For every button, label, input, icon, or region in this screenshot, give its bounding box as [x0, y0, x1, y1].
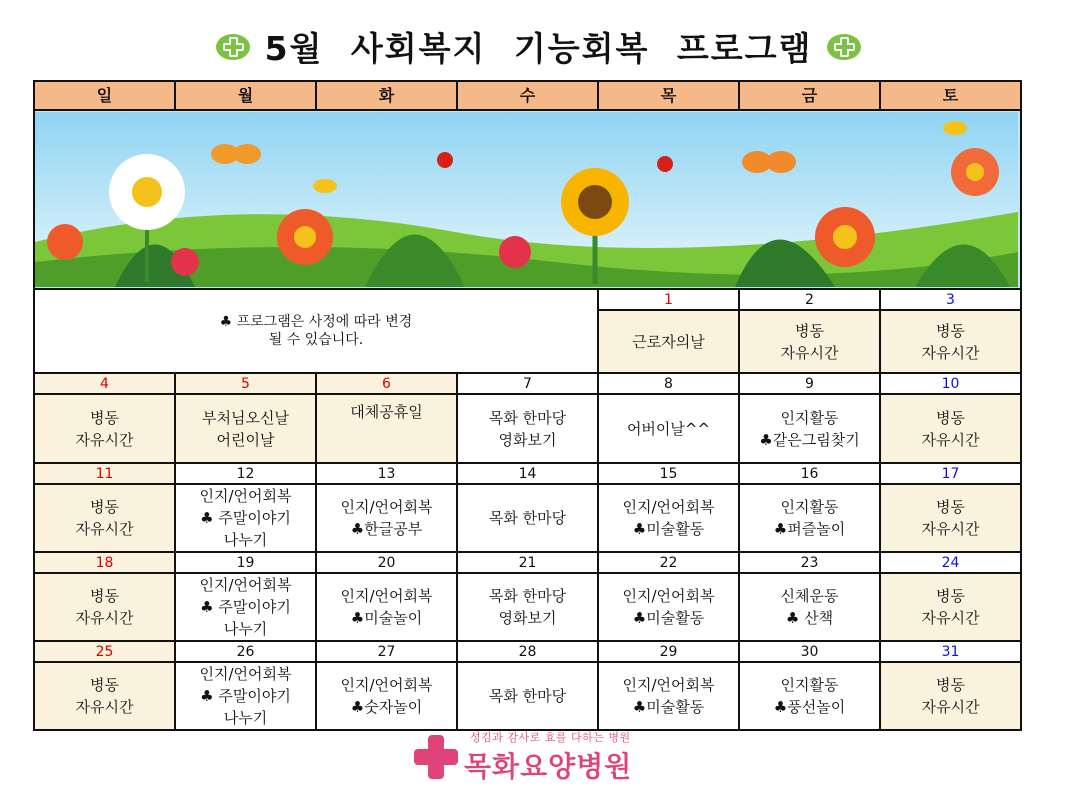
green-cross-icon: [215, 31, 251, 61]
event-cell: [457, 662, 598, 730]
event-text: 병동 자유시간: [921, 676, 980, 716]
event-cell: [175, 662, 316, 730]
event-text: 인지활동 ♣같은그림찾기: [759, 408, 860, 449]
date-cell: 15: [598, 463, 739, 484]
event-cell: [880, 394, 1021, 463]
event-text: 인지/언어회복 ♣미술활동: [622, 498, 715, 538]
event-cell: [457, 484, 598, 552]
calendar-table: [33, 80, 1022, 731]
event-text: 신체운동 ♣ 산책: [780, 587, 839, 627]
event-text: 어버이날^^: [626, 419, 711, 438]
event-text: 인지/언어회복 ♣ 주말이야기 나누기: [199, 665, 292, 727]
event-cell: [316, 484, 457, 552]
date-cell: 19: [175, 552, 316, 573]
date-cell: 18: [34, 552, 175, 573]
event-text: 병동 자유시간: [921, 587, 980, 627]
event-cell: [598, 573, 739, 641]
date-cell: 30: [739, 641, 880, 662]
weekday-header: 목: [598, 81, 739, 110]
date-cell: 26: [175, 641, 316, 662]
event-row: [34, 484, 1021, 552]
weekday-header: 화: [316, 81, 457, 110]
date-row: [34, 641, 1021, 662]
date-cell: 4: [34, 373, 175, 394]
event-cell: [175, 394, 316, 463]
event-cell: [175, 573, 316, 641]
date-cell: 23: [739, 552, 880, 573]
event-text: 병동 자유시간: [75, 587, 134, 627]
event-cell: [739, 484, 880, 552]
event-text: 병동 자유시간: [921, 408, 980, 449]
event-cell: [316, 394, 457, 463]
event-text: 병동 자유시간: [921, 498, 980, 538]
spring-flowers-banner: [34, 110, 1021, 289]
event-text: 인지/언어회복 ♣ 주말이야기 나누기: [199, 576, 292, 638]
notice-cell: [34, 289, 598, 373]
logo-tagline: 성김과 감사로 효를 다하는 병원: [470, 731, 631, 744]
event-text: 인지/언어회복 ♣한글공부: [340, 498, 433, 538]
date-cell: 2: [739, 289, 880, 310]
event-text: 부처님오신날 어린이날: [202, 408, 289, 449]
event-text: 병동 자유시간: [75, 408, 134, 449]
date-cell: 9: [739, 373, 880, 394]
date-row: [34, 289, 1021, 310]
event-text: 근로자의날: [632, 332, 705, 351]
hospital-logo: [412, 723, 644, 783]
event-text: 인지/언어회복 ♣미술활동: [622, 587, 715, 627]
date-cell: 16: [739, 463, 880, 484]
event-text: 인지/언어회복 ♣ 주말이야기 나누기: [199, 487, 292, 549]
date-cell: 31: [880, 641, 1021, 662]
green-cross-icon: [826, 31, 862, 61]
weekday-header: 금: [739, 81, 880, 110]
date-row: [34, 552, 1021, 573]
date-cell: 25: [34, 641, 175, 662]
weekday-header-row: [34, 81, 1021, 110]
weekday-header: 일: [34, 81, 175, 110]
date-cell: 21: [457, 552, 598, 573]
event-row: [34, 662, 1021, 730]
event-cell: [457, 394, 598, 463]
event-cell: [34, 662, 175, 730]
event-cell: [598, 394, 739, 463]
event-cell: [880, 573, 1021, 641]
date-cell: 5: [175, 373, 316, 394]
event-text: 병동 자유시간: [780, 321, 839, 362]
weekday-header: 월: [175, 81, 316, 110]
event-cell: [598, 310, 739, 373]
event-cell: [739, 662, 880, 730]
date-row: [34, 463, 1021, 484]
weekday-header: 토: [880, 81, 1021, 110]
event-cell: [316, 662, 457, 730]
event-row: [34, 394, 1021, 463]
date-cell: 6: [316, 373, 457, 394]
date-cell: 10: [880, 373, 1021, 394]
event-text: 목화 한마당: [488, 509, 567, 527]
event-text: 병동 자유시간: [921, 321, 980, 362]
date-cell: 20: [316, 552, 457, 573]
event-text: 인지/언어회복 ♣미술놀이: [340, 587, 433, 627]
event-cell: [739, 394, 880, 463]
event-text: 목화 한마당: [488, 687, 567, 705]
event-text: 병동 자유시간: [75, 498, 134, 538]
event-row: [34, 573, 1021, 641]
date-cell: 14: [457, 463, 598, 484]
page-title: 5월 사회복지 기능회복 프로그램: [264, 28, 813, 68]
event-cell: [739, 310, 880, 373]
event-cell: [739, 573, 880, 641]
event-text: 목화 한마당 영화보기: [488, 408, 567, 449]
event-cell: [175, 484, 316, 552]
date-cell: 13: [316, 463, 457, 484]
date-cell: 27: [316, 641, 457, 662]
flower-illustration: [35, 112, 1018, 287]
date-cell: 29: [598, 641, 739, 662]
event-text: 인지/언어회복 ♣숫자놀이: [340, 676, 433, 716]
event-cell: [34, 484, 175, 552]
pink-cross-icon: [412, 733, 460, 781]
date-cell: 1: [598, 289, 739, 310]
event-text: 인지활동 ♣풍선놀이: [773, 676, 846, 716]
event-cell: [598, 662, 739, 730]
notice-line: ♣ 프로그램은 사정에 따라 변경: [219, 314, 413, 330]
event-cell: [34, 573, 175, 641]
event-cell: [457, 573, 598, 641]
date-cell: 28: [457, 641, 598, 662]
event-cell: [316, 573, 457, 641]
date-cell: 17: [880, 463, 1021, 484]
date-cell: 3: [880, 289, 1021, 310]
date-cell: 24: [880, 552, 1021, 573]
notice-line: 될 수 있습니다.: [268, 332, 364, 348]
date-cell: 12: [175, 463, 316, 484]
event-text: 인지/언어회복 ♣미술활동: [622, 676, 715, 716]
weekday-header: 수: [457, 81, 598, 110]
banner-row: [34, 110, 1021, 289]
event-cell: [34, 394, 175, 463]
event-cell: [880, 662, 1021, 730]
date-cell: 7: [457, 373, 598, 394]
logo-name: 목화요양병원: [464, 750, 633, 783]
event-text: 대체공휴일: [350, 403, 423, 421]
event-cell: [880, 310, 1021, 373]
date-cell: 8: [598, 373, 739, 394]
event-text: 목화 한마당 영화보기: [488, 587, 567, 627]
event-cell: [598, 484, 739, 552]
date-cell: 22: [598, 552, 739, 573]
event-text: 인지활동 ♣퍼즐놀이: [773, 498, 846, 538]
date-row: [34, 373, 1021, 394]
title-row: [0, 18, 1077, 74]
date-cell: 11: [34, 463, 175, 484]
event-cell: [880, 484, 1021, 552]
event-text: 병동 자유시간: [75, 676, 134, 716]
